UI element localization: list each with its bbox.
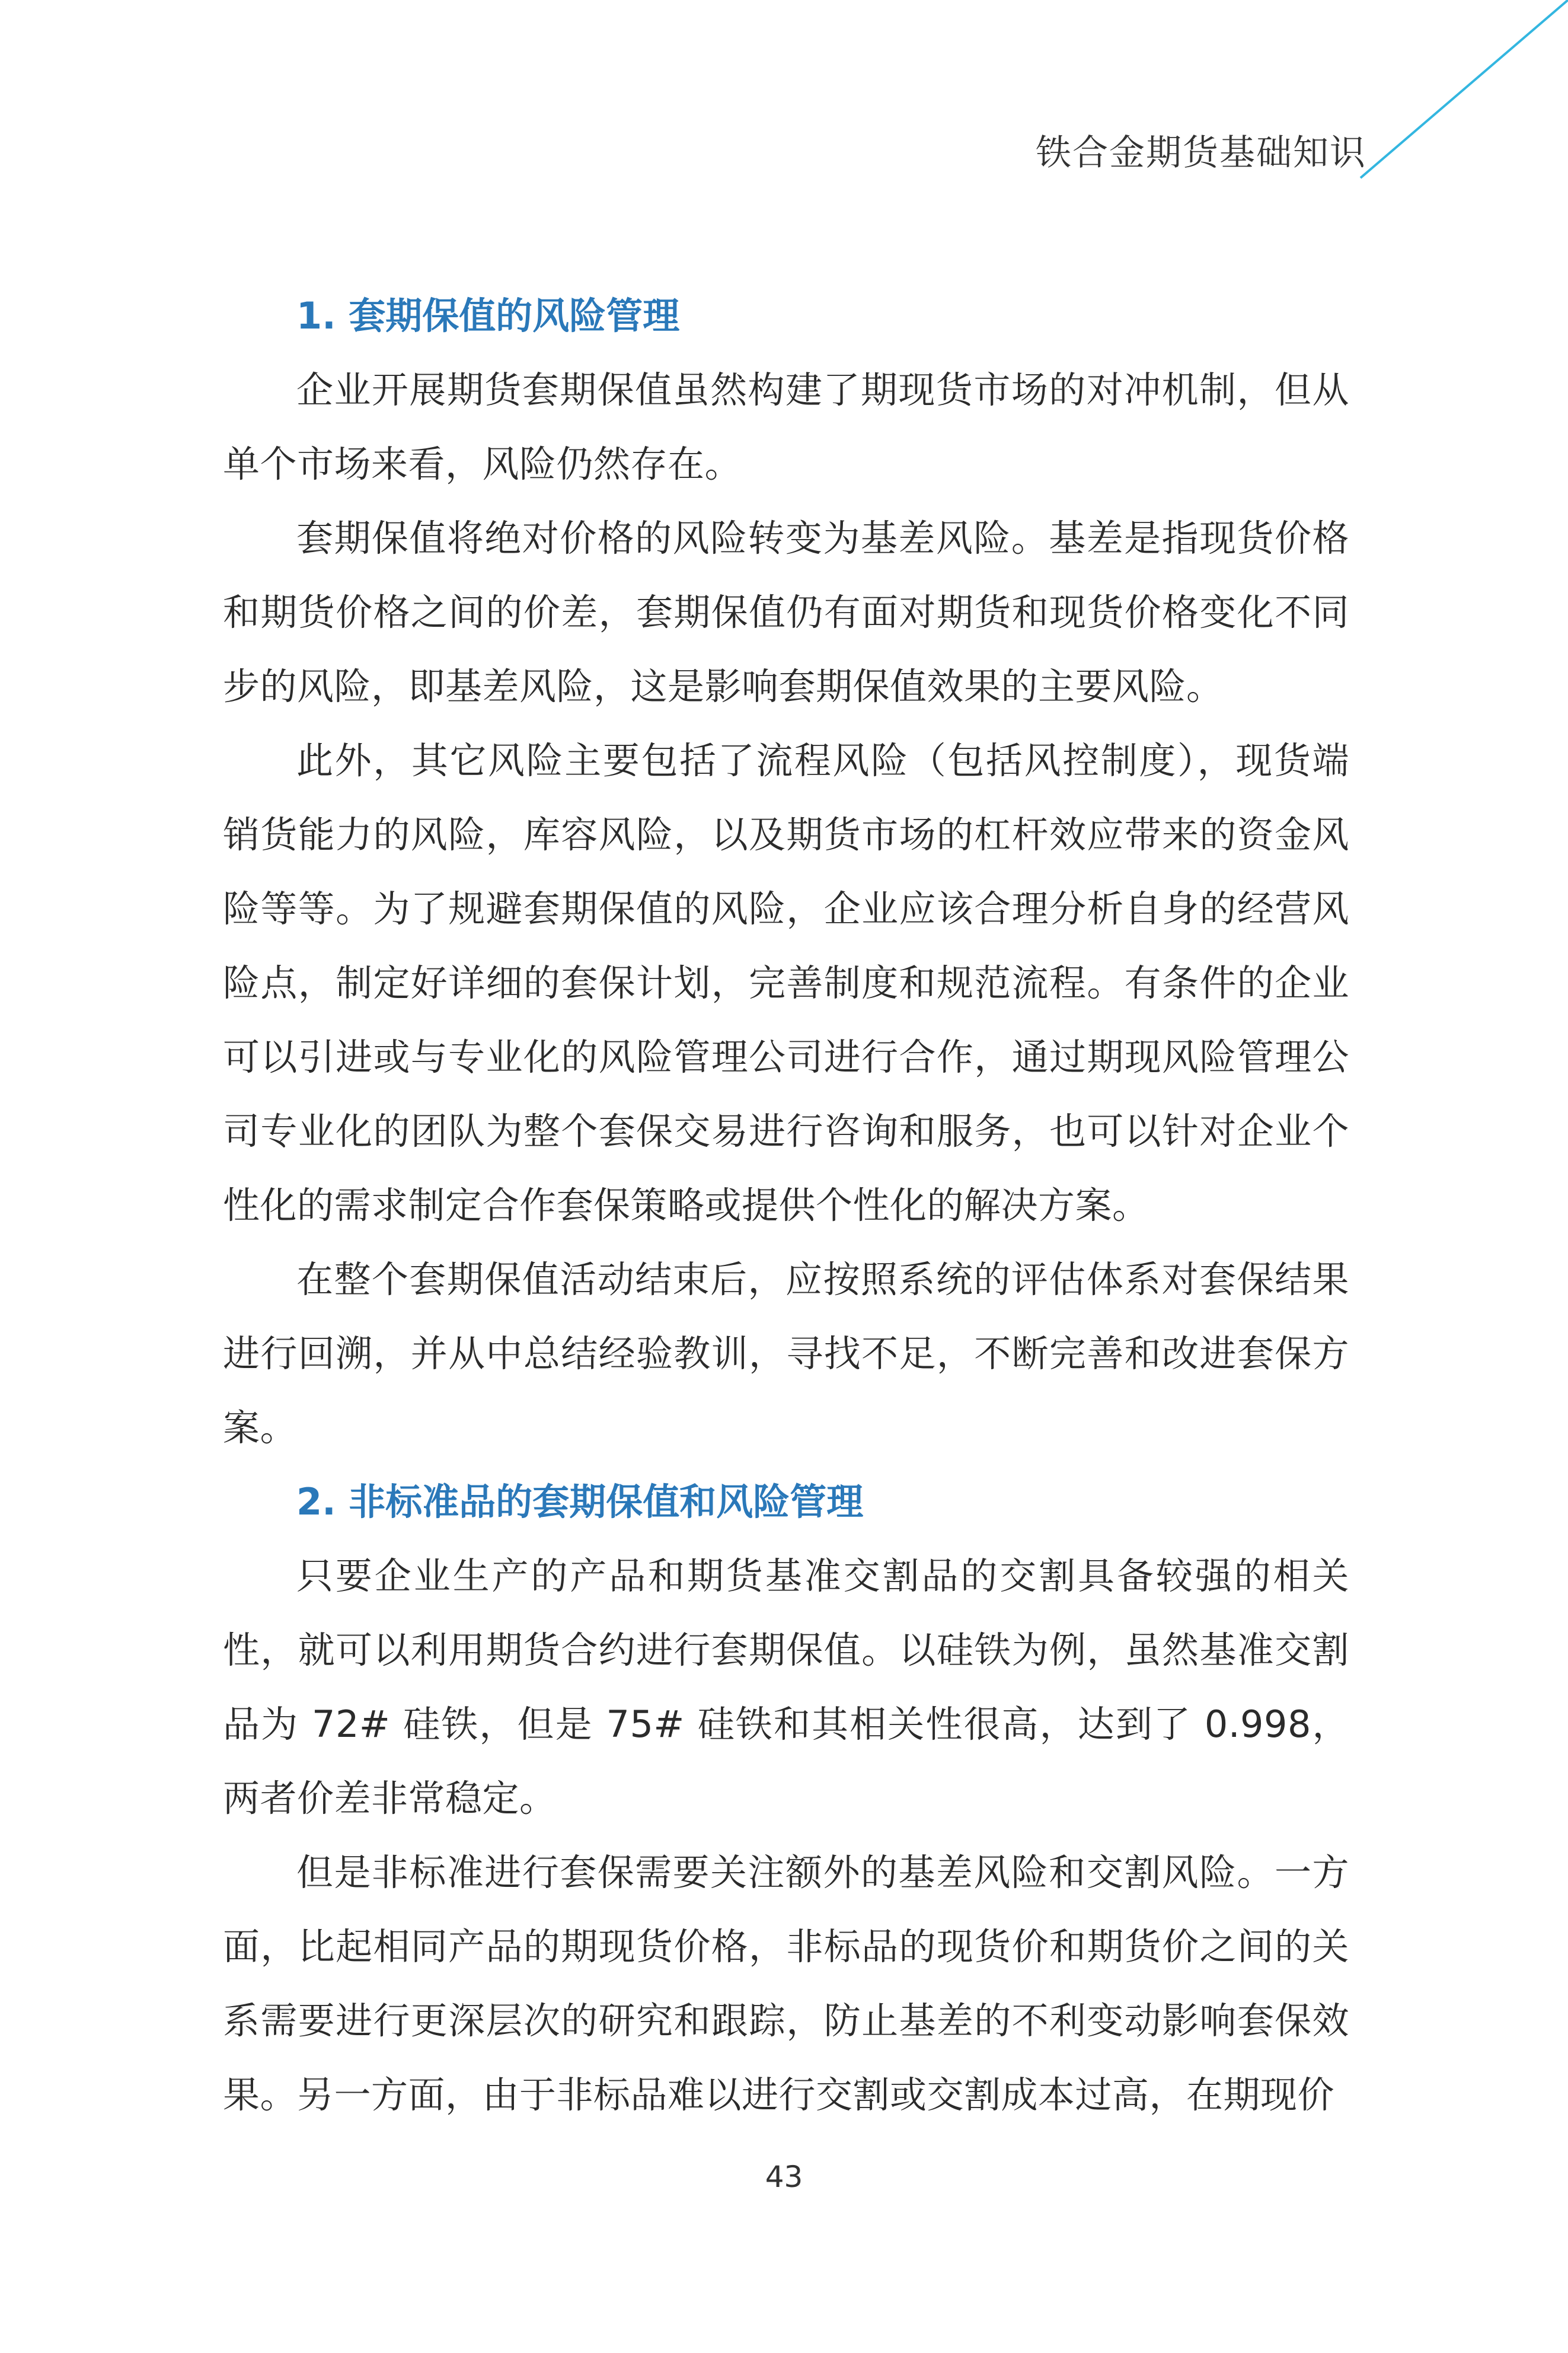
- paragraph: 但是非标准进行套保需要关注额外的基差风险和交割风险。一方面，比起相同产品的期现货价格，非标品的现货价和期货价之间的关系需要进行更深层次的研究和跟踪，防止基差的不利变动影响套保效果。另一方面，由于非标品难以进行交割或交割成本过高，在期现价: [223, 1851, 1349, 2116]
- paragraph: 套期保值将绝对价格的风险转变为基差风险。基差是指现货价格和期货价格之间的价差，套期保值仍有面对期货和现货价格变化不同步的风险，即基差风险，这是影响套期保值效果的主要风险。: [223, 516, 1349, 708]
- paragraph: 企业开展期货套期保值虽然构建了期现货市场的对冲机制，但从单个市场来看，风险仍然存在。: [223, 368, 1349, 486]
- page-body: [223, 279, 1349, 2132]
- section-heading-1: 1. 套期保值的风险管理: [296, 294, 680, 337]
- page-number: 43: [765, 2160, 803, 2194]
- paragraph: 此外，其它风险主要包括了流程风险（包括风控制度），现货端销货能力的风险，库容风险，以及期货市场的杠杆效应带来的资金风险等等。为了规避套期保值的风险，企业应该合理分析自身的经营风险点，制定好详细的套保计划，完善制度和规范流程。有条件的企业可以引进或与专业化的风险管理公司进行合作，通过期现风险管理公司专业化的团队为整个套保交易进行咨询和服务，也可以针对企业个性化的需求制定合作套保策略或提供个性化的解决方案。: [223, 739, 1349, 1227]
- paragraph: 在整个套期保值活动结束后，应按照系统的评估体系对套保结果进行回溯，并从中总结经验教训，寻找不足，不断完善和改进套保方案。: [223, 1258, 1349, 1449]
- diagonal-accent-line: [1361, 0, 1568, 178]
- running-header-title: 铁合金期货基础知识: [1036, 132, 1366, 174]
- paragraph: 只要企业生产的产品和期货基准交割品的交割具备较强的相关性，就可以利用期货合约进行套期保值。以硅铁为例，虽然基准交割品为 72# 硅铁，但是 75# 硅铁和其相关性很高，达到了 0.998，两者价差非常稳定。: [223, 1554, 1349, 1820]
- section-heading-2: 2. 非标准品的套期保值和风险管理: [296, 1480, 864, 1523]
